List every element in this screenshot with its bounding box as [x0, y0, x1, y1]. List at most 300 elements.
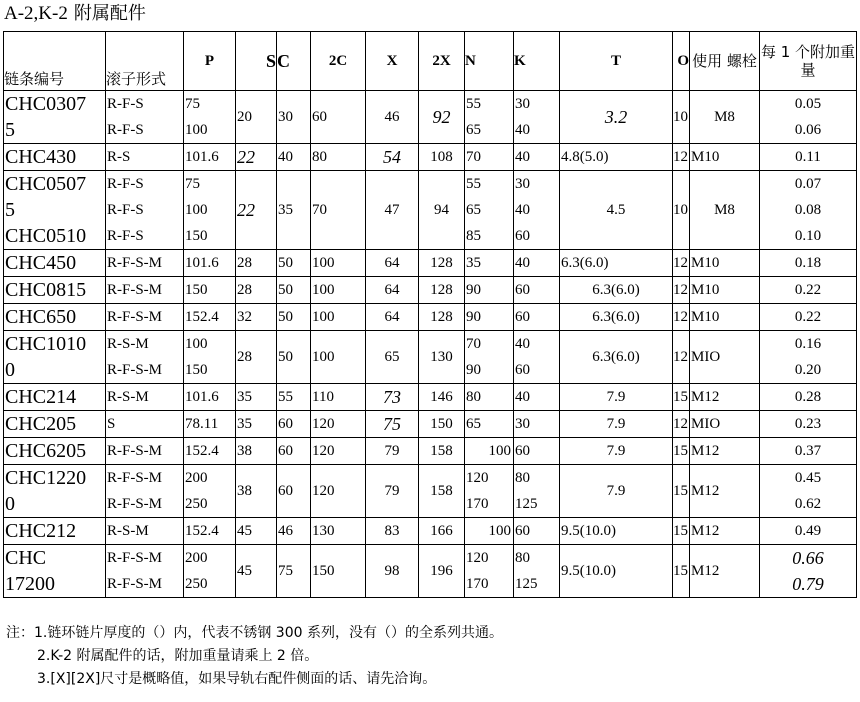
bolt-size: M10: [690, 250, 760, 277]
value-n-line: 85: [466, 228, 481, 244]
table-row: [4, 465, 857, 518]
value-s: 45: [236, 518, 277, 545]
value-x: 98: [366, 545, 419, 598]
value-s: 38: [236, 438, 277, 465]
value-k: [514, 465, 560, 518]
value-o: 12: [673, 250, 690, 277]
header-roller-type: 滚子形式: [106, 32, 184, 91]
chain-code-line: CHC0507: [5, 173, 87, 195]
chain-code-line: CHC205: [5, 413, 77, 435]
value-t: 3.2: [560, 91, 673, 144]
roller-type: [106, 250, 184, 277]
bolt-size: M8: [690, 91, 760, 144]
chain-code-line: CHC0307: [5, 93, 87, 115]
bolt-size: M8: [690, 171, 760, 250]
value-c: 50: [277, 250, 311, 277]
value-o: 15: [673, 465, 690, 518]
header-2x: 2X: [419, 32, 465, 91]
header-c: C: [277, 32, 311, 91]
weight: [760, 438, 857, 465]
chain-code: [4, 91, 106, 144]
roller-type-line: R-S: [107, 149, 131, 165]
bolt-size: M10: [690, 304, 760, 331]
bolt-size: M10: [690, 277, 760, 304]
value-k: [514, 91, 560, 144]
value-k-line: 60: [515, 362, 530, 378]
weight-line: 0.23: [794, 416, 822, 432]
value-p: [184, 438, 236, 465]
roller-type-line: R-F-S-M: [107, 550, 163, 566]
roller-type-line: R-F-S-M: [107, 496, 163, 512]
weight-line: 0.18: [794, 255, 822, 271]
header-k: K: [514, 32, 560, 91]
value-o: 15: [673, 438, 690, 465]
value-o: 15: [673, 545, 690, 598]
chain-code-line: 17200: [5, 573, 55, 595]
value-2x: 196: [419, 545, 465, 598]
value-p: [184, 384, 236, 411]
weight-line: 0.28: [794, 389, 822, 405]
value-n: [465, 465, 514, 518]
value-k-line: 40: [515, 122, 530, 138]
weight: [760, 144, 857, 171]
value-n: [465, 545, 514, 598]
value-c: 50: [277, 277, 311, 304]
value-2c: 100: [311, 304, 366, 331]
weight-line: 0.66: [792, 548, 824, 568]
value-n: [465, 331, 514, 384]
value-k-line: 30: [515, 416, 530, 432]
value-p: [184, 518, 236, 545]
value-k-line: 125: [515, 496, 538, 512]
value-p-line: 101.6: [185, 389, 219, 405]
title-text: 附属配件: [73, 3, 146, 24]
value-n-line: 90: [466, 362, 481, 378]
value-p: [184, 331, 236, 384]
value-p: [184, 545, 236, 598]
bolt-size: M12: [690, 384, 760, 411]
weight: [760, 250, 857, 277]
table-row: [4, 91, 857, 144]
weight: [760, 411, 857, 438]
header-o: O: [673, 32, 690, 91]
value-k-line: 30: [515, 176, 530, 192]
value-n-line: 55: [466, 176, 481, 192]
value-c: 55: [277, 384, 311, 411]
roller-type: [106, 411, 184, 438]
value-n-line: 100: [488, 523, 511, 539]
value-c: 50: [277, 331, 311, 384]
value-2x: 108: [419, 144, 465, 171]
value-n: [465, 384, 514, 411]
roller-type: [106, 277, 184, 304]
value-c: 75: [277, 545, 311, 598]
value-k: [514, 304, 560, 331]
roller-type-line: R-F-S: [107, 122, 144, 138]
value-p-line: 152.4: [185, 309, 219, 325]
value-k-line: 80: [515, 550, 530, 566]
roller-type: [106, 304, 184, 331]
value-k: [514, 144, 560, 171]
weight-line: 0.10: [794, 228, 822, 244]
roller-type-line: R-F-S-M: [107, 576, 163, 592]
weight-line: 0.11: [795, 149, 821, 165]
roller-type-line: R-S-M: [107, 523, 149, 539]
value-t: 4.5: [560, 171, 673, 250]
weight-line: 0.37: [794, 443, 822, 459]
weight: [760, 277, 857, 304]
value-k-line: 60: [515, 282, 530, 298]
value-x: 65: [366, 331, 419, 384]
roller-type: [106, 438, 184, 465]
weight-line: 0.22: [794, 309, 822, 325]
value-o: 12: [673, 331, 690, 384]
value-x: 64: [366, 304, 419, 331]
value-k: [514, 411, 560, 438]
table-row: [4, 545, 857, 598]
value-n-line: 70: [466, 336, 481, 352]
value-s: 22: [236, 171, 277, 250]
value-n: [465, 277, 514, 304]
chain-code-line: CHC650: [5, 306, 77, 328]
roller-type-line: S: [107, 416, 116, 432]
chain-code-line: 5: [5, 199, 15, 221]
table-row: [4, 304, 857, 331]
value-t: 6.3(6.0): [560, 277, 673, 304]
value-o: 10: [673, 91, 690, 144]
value-p: [184, 411, 236, 438]
weight-line: 0.08: [794, 202, 822, 218]
note-3: 3.[X][2X]尺寸是概略值，如果导轨右配件侧面的话、请先洽询。: [37, 671, 437, 687]
value-p: [184, 91, 236, 144]
header-n: N: [465, 32, 514, 91]
title-code: A-2,K-2: [4, 3, 68, 24]
value-n: [465, 250, 514, 277]
chain-code: [4, 304, 106, 331]
weight: [760, 384, 857, 411]
value-p-line: 100: [185, 336, 208, 352]
chain-code-line: 5: [5, 119, 15, 141]
table-row: [4, 331, 857, 384]
value-o: 12: [673, 144, 690, 171]
value-x: 64: [366, 277, 419, 304]
value-n-line: 120: [466, 550, 489, 566]
value-2x: 130: [419, 331, 465, 384]
weight: [760, 545, 857, 598]
chain-code-line: CHC430: [5, 146, 77, 168]
weight: [760, 91, 857, 144]
bolt-size: MIO: [690, 331, 760, 384]
weight: [760, 171, 857, 250]
roller-type-line: R-F-S-M: [107, 255, 163, 271]
value-o: 12: [673, 277, 690, 304]
value-2c: 80: [311, 144, 366, 171]
value-2c: 150: [311, 545, 366, 598]
header-s: S: [236, 32, 277, 91]
header-2c: 2C: [311, 32, 366, 91]
value-n: [465, 91, 514, 144]
roller-type-line: R-S-M: [107, 336, 149, 352]
value-2x: 128: [419, 304, 465, 331]
value-k-line: 40: [515, 149, 530, 165]
value-k-line: 40: [515, 202, 530, 218]
value-c: 60: [277, 465, 311, 518]
value-n-line: 65: [466, 122, 481, 138]
roller-type: [106, 91, 184, 144]
value-t: 4.8(5.0): [560, 144, 673, 171]
value-x: 64: [366, 250, 419, 277]
chain-code: [4, 465, 106, 518]
value-p-line: 78.11: [185, 416, 219, 432]
header-chain-no: 链条编号: [4, 32, 106, 91]
chain-code-line: CHC1010: [5, 333, 87, 355]
chain-code: [4, 545, 106, 598]
value-o: 12: [673, 304, 690, 331]
value-x: 73: [366, 384, 419, 411]
value-2c: 60: [311, 91, 366, 144]
note-2: 2.K-2 附属配件的话，附加重量请乘上 2 倍。: [37, 648, 319, 664]
value-k-line: 40: [515, 255, 530, 271]
value-n: [465, 304, 514, 331]
chain-code-line: CHC1220: [5, 467, 87, 489]
value-2c: 120: [311, 411, 366, 438]
value-c: 60: [277, 438, 311, 465]
weight: [760, 518, 857, 545]
value-p-line: 150: [185, 228, 208, 244]
value-s: 28: [236, 277, 277, 304]
weight-line: 0.16: [794, 336, 822, 352]
value-k-line: 80: [515, 470, 530, 486]
value-k: [514, 250, 560, 277]
header-p: P: [184, 32, 236, 91]
value-k: [514, 384, 560, 411]
value-2x: 128: [419, 250, 465, 277]
value-2c: 110: [311, 384, 366, 411]
value-p: [184, 277, 236, 304]
header-x: X: [366, 32, 419, 91]
weight-line: 0.05: [794, 96, 822, 112]
value-k-line: 40: [515, 336, 530, 352]
chain-code-line: CHC0815: [5, 279, 87, 301]
value-s: 22: [236, 144, 277, 171]
chain-code-line: CHC0510: [5, 225, 87, 247]
chain-code: [4, 144, 106, 171]
header-row: [4, 32, 857, 91]
value-n: [465, 518, 514, 545]
value-n-line: 120: [466, 470, 489, 486]
bolt-size: M10: [690, 144, 760, 171]
value-t: 6.3(6.0): [560, 331, 673, 384]
value-o: 15: [673, 518, 690, 545]
chain-code: [4, 331, 106, 384]
chain-code: [4, 250, 106, 277]
value-k: [514, 545, 560, 598]
value-s: 45: [236, 545, 277, 598]
value-p-line: 250: [185, 576, 208, 592]
roller-type-line: R-F-S-M: [107, 282, 163, 298]
chain-code: [4, 277, 106, 304]
roller-type-line: R-F-S-M: [107, 470, 163, 486]
roller-type: [106, 545, 184, 598]
weight-line: 0.22: [794, 282, 822, 298]
value-s: 32: [236, 304, 277, 331]
value-p: [184, 171, 236, 250]
value-k-line: 40: [515, 389, 530, 405]
header-bolt: 使用 螺栓: [690, 32, 760, 91]
roller-type: [106, 465, 184, 518]
value-t: 7.9: [560, 411, 673, 438]
roller-type-line: R-F-S: [107, 96, 144, 112]
note-1: 注：1.链环链片厚度的（）内，代表不锈钢 300 系列，没有（）的全系列共通。: [6, 625, 503, 641]
value-n: [465, 144, 514, 171]
chain-code-line: 0: [5, 359, 15, 381]
value-c: 35: [277, 171, 311, 250]
value-2x: 150: [419, 411, 465, 438]
weight: [760, 304, 857, 331]
table-row: [4, 411, 857, 438]
weight: [760, 465, 857, 518]
value-p-line: 250: [185, 496, 208, 512]
weight-line: 0.49: [794, 523, 822, 539]
value-n-line: 170: [466, 576, 489, 592]
value-n-line: 90: [466, 309, 481, 325]
value-x: 47: [366, 171, 419, 250]
chain-code-line: CHC214: [5, 386, 77, 408]
value-2x: 92: [419, 91, 465, 144]
footnotes: [6, 622, 503, 691]
value-p-line: 100: [185, 202, 208, 218]
value-p-line: 101.6: [185, 255, 219, 271]
weight-line: 0.06: [794, 122, 822, 138]
page-title: [4, 1, 146, 26]
header-weight: 每 1 个附加重量: [760, 32, 857, 91]
value-s: 28: [236, 250, 277, 277]
value-p-line: 200: [185, 550, 208, 566]
value-k: [514, 277, 560, 304]
table-row: [4, 144, 857, 171]
roller-type: [106, 331, 184, 384]
value-t: 9.5(10.0): [560, 545, 673, 598]
value-k-line: 30: [515, 96, 530, 112]
roller-type-line: R-F-S-M: [107, 309, 163, 325]
value-n-line: 35: [466, 255, 481, 271]
value-k-line: 125: [515, 576, 538, 592]
table-row: [4, 384, 857, 411]
value-2c: 70: [311, 171, 366, 250]
chain-code-line: CHC212: [5, 520, 77, 542]
table-row: [4, 250, 857, 277]
value-2c: 100: [311, 277, 366, 304]
bolt-size: M12: [690, 438, 760, 465]
value-k: [514, 171, 560, 250]
value-p: [184, 144, 236, 171]
chain-code: [4, 171, 106, 250]
value-2c: 120: [311, 465, 366, 518]
chain-code-line: CHC: [5, 547, 47, 569]
value-s: 38: [236, 465, 277, 518]
value-x: 79: [366, 438, 419, 465]
value-p-line: 200: [185, 470, 208, 486]
bolt-size: M12: [690, 465, 760, 518]
value-k: [514, 331, 560, 384]
roller-type-line: R-F-S: [107, 176, 144, 192]
value-p-line: 75: [185, 176, 200, 192]
value-p-line: 150: [185, 362, 208, 378]
value-c: 60: [277, 411, 311, 438]
value-n: [465, 438, 514, 465]
value-s: 35: [236, 411, 277, 438]
value-o: 10: [673, 171, 690, 250]
value-x: 54: [366, 144, 419, 171]
chain-code: [4, 384, 106, 411]
value-2x: 166: [419, 518, 465, 545]
value-2x: 94: [419, 171, 465, 250]
value-k-line: 60: [515, 309, 530, 325]
value-2c: 130: [311, 518, 366, 545]
value-x: 83: [366, 518, 419, 545]
roller-type-line: R-F-S-M: [107, 362, 163, 378]
weight-line: 0.07: [794, 176, 822, 192]
value-p-line: 150: [185, 282, 208, 298]
weight-line: 0.45: [794, 470, 822, 486]
value-2x: 128: [419, 277, 465, 304]
bolt-size: MIO: [690, 411, 760, 438]
value-n-line: 65: [466, 416, 481, 432]
value-t: 7.9: [560, 384, 673, 411]
value-o: 15: [673, 384, 690, 411]
value-s: 35: [236, 384, 277, 411]
roller-type: [106, 518, 184, 545]
value-p-line: 75: [185, 96, 200, 112]
table-row: [4, 518, 857, 545]
value-n-line: 55: [466, 96, 481, 112]
value-t: 9.5(10.0): [560, 518, 673, 545]
roller-type-line: R-F-S: [107, 228, 144, 244]
spec-table: [3, 31, 857, 598]
value-k: [514, 518, 560, 545]
value-t: 7.9: [560, 465, 673, 518]
weight-line: 0.20: [794, 362, 822, 378]
header-t: T: [560, 32, 673, 91]
value-2x: 158: [419, 438, 465, 465]
value-k-line: 60: [515, 443, 530, 459]
table-row: [4, 277, 857, 304]
value-n-line: 90: [466, 282, 481, 298]
bolt-size: M12: [690, 545, 760, 598]
roller-type-line: R-S-M: [107, 389, 149, 405]
roller-type: [106, 384, 184, 411]
value-p-line: 101.6: [185, 149, 219, 165]
value-2c: 100: [311, 250, 366, 277]
value-c: 30: [277, 91, 311, 144]
weight-line: 0.79: [792, 574, 824, 594]
table-row: [4, 438, 857, 465]
value-s: 20: [236, 91, 277, 144]
value-k-line: 60: [515, 228, 530, 244]
table-row: [4, 171, 857, 250]
value-t: 6.3(6.0): [560, 250, 673, 277]
roller-type: [106, 171, 184, 250]
value-n: [465, 411, 514, 438]
value-c: 50: [277, 304, 311, 331]
value-x: 75: [366, 411, 419, 438]
roller-type-line: R-F-S-M: [107, 443, 163, 459]
chain-code-line: 0: [5, 493, 15, 515]
bolt-size: M12: [690, 518, 760, 545]
value-2c: 100: [311, 331, 366, 384]
weight: [760, 331, 857, 384]
value-n-line: 70: [466, 149, 481, 165]
